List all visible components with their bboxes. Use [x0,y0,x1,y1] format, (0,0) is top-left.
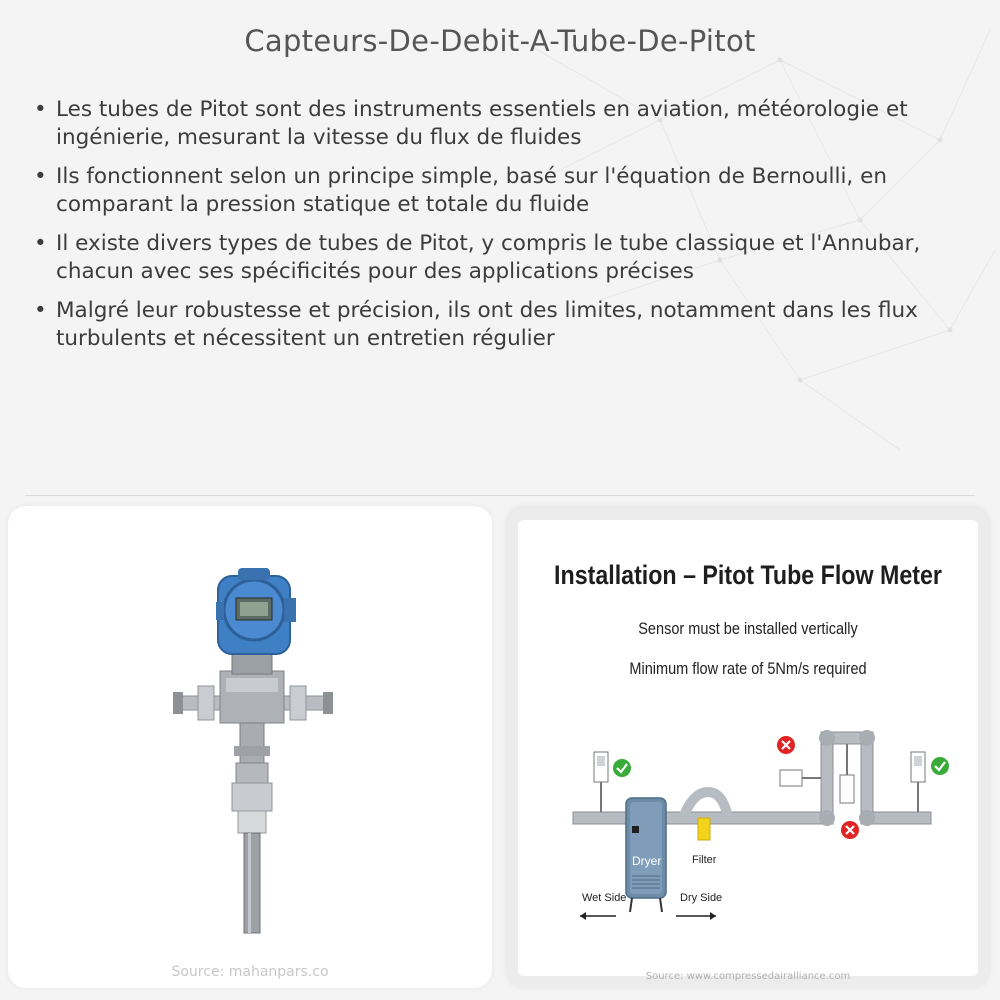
diagram-title: Installation – Pitot Tube Flow Meter [554,560,942,590]
section-divider [25,495,975,496]
bullet-dot: • [34,231,47,256]
bullet-dot: • [34,164,47,189]
page-title: Capteurs-De-Debit-A-Tube-De-Pitot [244,24,756,58]
cross-icon [777,736,795,754]
image-source: Source: mahanpars.co [171,964,329,980]
diagram-note-vertical: Sensor must be installed vertically [638,620,858,638]
diagram-panel [518,520,978,976]
bullet-list [30,96,980,364]
bullet-text: Il existe divers types de tubes de Pitot, y compris le tube classique et l'Annubar, chacun avec ses spécificités pour des applications précises [56,231,921,284]
diagram-note-flow-rate: Minimum flow rate of 5Nm/s required [629,660,867,678]
dryer-label: Dryer [632,854,662,868]
bullet-dot: • [34,97,47,122]
pipeline-diagram [518,520,978,976]
check-icon [613,759,631,777]
dry-side-label: Dry Side [680,892,723,904]
bullet-text: Malgré leur robustesse et précision, ils ont des limites, notamment dans les flux turbulents et nécessitent un entretien régulier [56,298,918,351]
installation-diagram-card [506,506,990,988]
bullet-item [30,96,980,152]
bullet-item [30,230,980,286]
wet-side-label: Wet Side [582,892,627,904]
image-source: Source: www.compressedairalliance.com [645,971,851,982]
bullet-item [30,163,980,219]
bullet-text: Les tubes de Pitot sont des instruments essentiels en aviation, météorologie et ingénierie, mesurant la vitesse du flux de fluides [56,97,908,150]
pitot-transmitter-illustration [8,506,492,988]
pitot-sensor-card [8,506,492,988]
bullet-text: Ils fonctionnent selon un principe simple, basé sur l'équation de Bernoulli, en comparant la pression statique et totale du fluide [56,164,887,217]
filter-label: Filter [692,854,717,866]
bullet-dot: • [34,298,47,323]
check-icon [931,757,949,775]
cross-icon [841,821,859,839]
bullet-item [30,297,980,353]
